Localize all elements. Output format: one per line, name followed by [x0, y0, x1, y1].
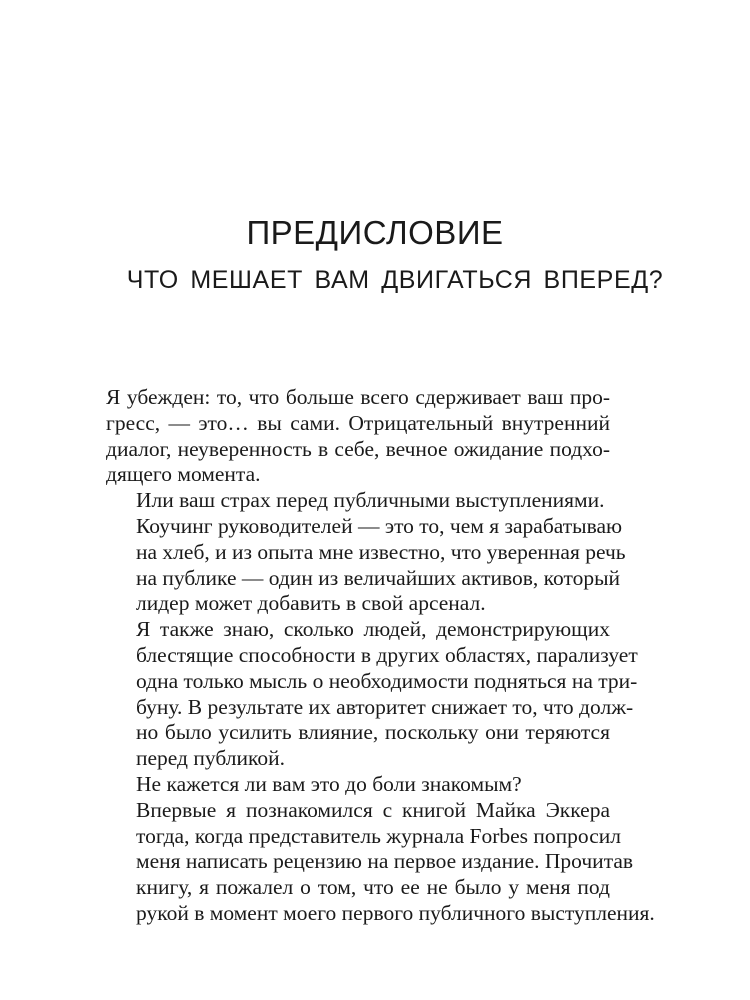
paragraph — [106, 797, 655, 927]
paragraph — [106, 772, 610, 798]
paragraph — [106, 385, 610, 488]
text-line: на публике — один из величайших активов, который — [136, 565, 621, 590]
text-line: Коучинг руководителей — это то, чем я зарабатываю — [136, 513, 623, 538]
text-line: лидер может добавить в свой арсенал. — [136, 591, 486, 616]
chapter-subtitle: ЧТО МЕШАЕТ ВАМ ДВИГАТЬСЯ ВПЕРЕД? — [126, 266, 664, 294]
text-line: книгу, я пожалел о том, что ее не было у меня под — [136, 875, 610, 900]
text-line: на хлеб, и из опыта мне известно, что уверенная речь — [136, 539, 626, 564]
paragraph — [106, 488, 610, 514]
text-line: Впервые я познакомился с книгой Майка Эккера — [136, 797, 610, 822]
body-text — [106, 385, 655, 927]
text-line: дящего момента. — [106, 462, 261, 487]
text-line: Я убежден: то, что больше всего сдерживает ваш про- — [106, 385, 610, 409]
text-line: меня написать рецензию на первое издание. Прочитав — [136, 849, 634, 874]
paragraph — [106, 513, 626, 617]
text-line: но было усилить влияние, поскольку они теряются — [136, 720, 610, 745]
text-line: Или ваш страх перед публичными выступлениями. — [136, 488, 605, 513]
text-line: перед публикой. — [136, 746, 285, 771]
text-line: гресс, — это… вы сами. Отрицательный внутренний — [106, 410, 610, 435]
text-line: Я также знаю, сколько людей, демонстрирующих — [136, 617, 610, 642]
text-line: буну. В результате их авторитет снижает то, что долж- — [136, 694, 634, 719]
text-line: блестящие способности в других областях, парализует — [136, 642, 638, 667]
paragraph — [106, 617, 638, 772]
text-line: одна только мысль о необходимости подняться на три- — [136, 668, 638, 693]
text-line: рукой в момент моего первого публичного выступления. — [136, 900, 655, 925]
chapter-title: ПРЕДИСЛОВИЕ — [246, 214, 504, 251]
text-line: Не кажется ли вам это до боли знакомым? — [136, 771, 522, 796]
text-line: диалог, неуверенность в себе, вечное ожидание подхо- — [106, 436, 610, 461]
text-line: тогда, когда представитель журнала Forbes попросил — [136, 823, 621, 848]
